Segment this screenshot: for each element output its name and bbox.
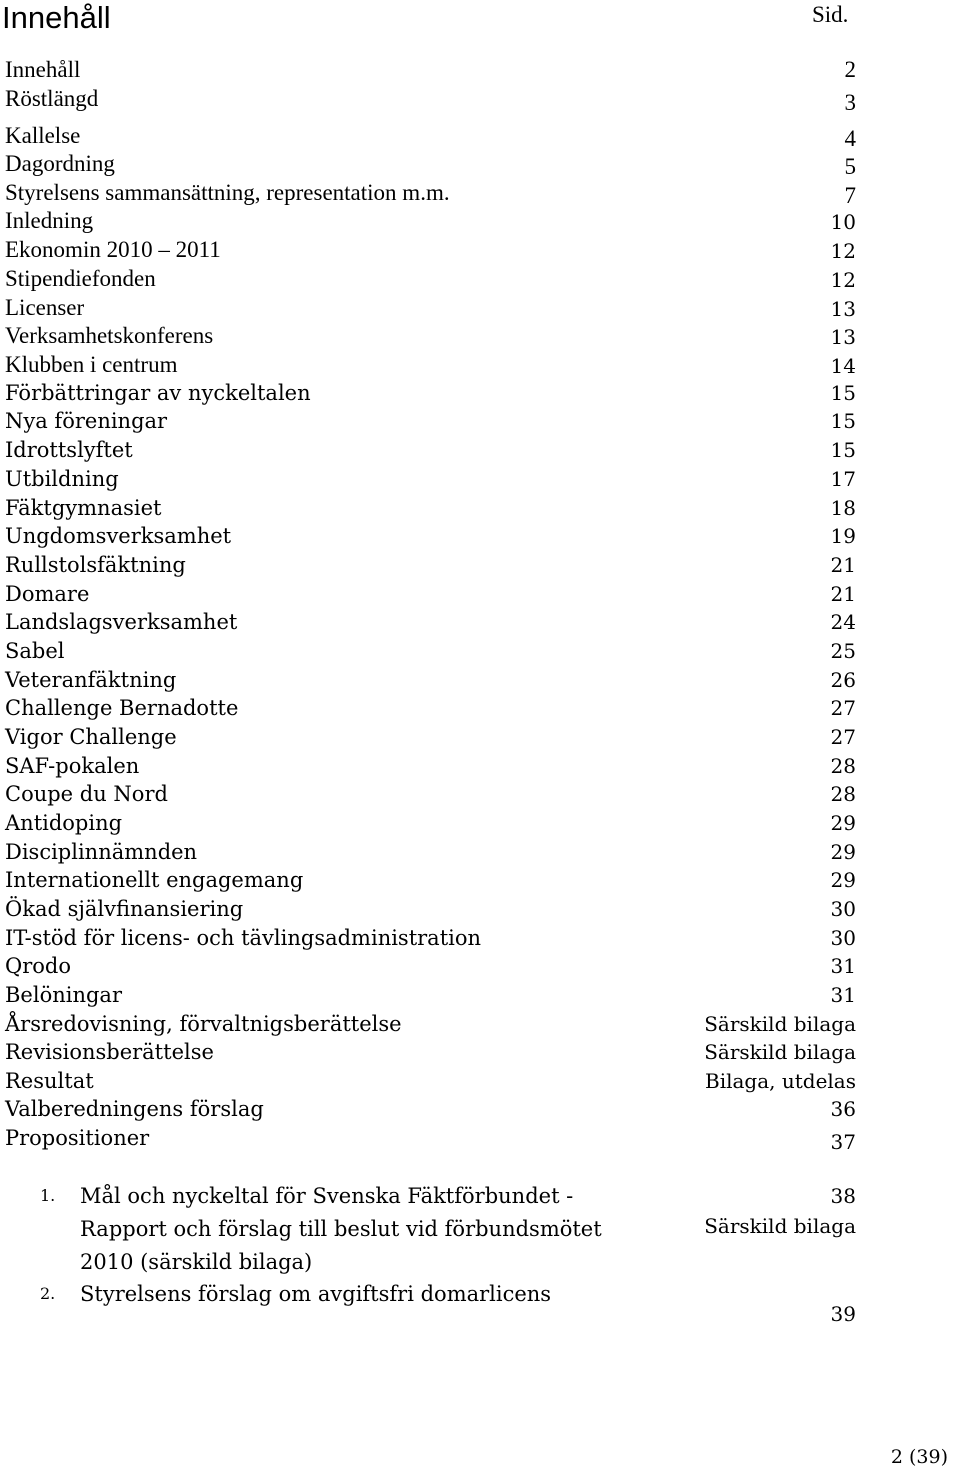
toc-entry-page: 37 xyxy=(830,1130,856,1154)
toc-entry-page: Särskild bilaga xyxy=(704,1040,856,1064)
toc-entry xyxy=(0,809,960,838)
toc-entry-label: Landslagsverksamhet xyxy=(5,610,238,634)
toc-entry-page: 30 xyxy=(830,897,856,921)
toc-entry-page: 29 xyxy=(830,811,856,835)
toc-entry-page: 27 xyxy=(830,725,856,749)
toc-entry-label: IT-stöd för licens- och tävlingsadministration xyxy=(5,926,482,950)
toc-entry-label: Ekonomin 2010 – 2011 xyxy=(5,237,221,262)
toc-entry-label: Styrelsens sammansättning, representation m.m. xyxy=(5,180,450,205)
toc-entry-label: Inledning xyxy=(5,208,94,233)
toc-entry xyxy=(0,293,960,322)
toc-entry xyxy=(0,149,960,178)
toc-entry-page: 25 xyxy=(830,639,856,663)
toc-entry xyxy=(0,694,960,723)
appendix-page: 38 xyxy=(830,1184,856,1208)
toc-entry-label: Qrodo xyxy=(5,954,71,978)
toc-entry-label: Resultat xyxy=(5,1069,94,1093)
toc-entry xyxy=(0,522,960,551)
toc-entry-page: 15 xyxy=(830,381,856,405)
toc-entry-label: Ungdomsverksamhet xyxy=(5,524,232,548)
toc-entry-label: Fäktgymnasiet xyxy=(5,496,162,520)
toc-entry xyxy=(0,637,960,666)
toc-entry xyxy=(0,580,960,609)
appendix-number: 2. xyxy=(40,1284,56,1303)
page-number: 2 (39) xyxy=(890,1446,948,1468)
toc-entry-label: Challenge Bernadotte xyxy=(5,696,239,720)
toc-entry-page: 3 xyxy=(844,90,856,115)
toc-entry-page: 28 xyxy=(830,782,856,806)
toc-entry-page: 15 xyxy=(830,409,856,433)
toc-entry xyxy=(0,981,960,1010)
toc-entry xyxy=(0,465,960,494)
appendix-title: Mål och nyckeltal för Svenska Fäktförbundet - Rapport och förslag till beslut vid förbundsmötet 2010 (särskild bilaga) xyxy=(80,1184,602,1274)
toc-entry xyxy=(0,666,960,695)
toc-entry-page: 7 xyxy=(844,183,856,208)
toc-entry-label: Klubben i centrum xyxy=(5,352,178,377)
toc-entry-label: Röstlängd xyxy=(5,86,99,111)
toc-entry xyxy=(0,407,960,436)
toc-entry-label: Ökad självfinansiering xyxy=(5,897,244,921)
toc-entry xyxy=(0,551,960,580)
toc-entry-label: Domare xyxy=(5,582,90,606)
toc-entry-label: Stipendiefonden xyxy=(5,266,156,291)
toc-entry-label: Rullstolsfäktning xyxy=(5,553,186,577)
toc-entry-page: 28 xyxy=(830,754,856,778)
toc-entry-label: Licenser xyxy=(5,295,85,320)
toc-entry-page: 2 xyxy=(844,57,856,82)
toc-entry-label: Disciplinnämnden xyxy=(5,840,198,864)
toc-entry-label: Valberedningens förslag xyxy=(5,1097,264,1121)
toc-entry xyxy=(0,1038,960,1067)
toc-entry-page: 31 xyxy=(830,983,856,1007)
toc-entry xyxy=(0,780,960,809)
toc-entry xyxy=(0,84,960,113)
toc-entry-label: Internationellt engagemang xyxy=(5,868,304,892)
toc-entry xyxy=(0,379,960,408)
page-column-header: Sid. xyxy=(812,2,849,27)
toc-entry-page: 15 xyxy=(830,438,856,462)
toc-entry-label: SAF-pokalen xyxy=(5,754,140,778)
toc-entry-label: Verksamhetskonferens xyxy=(5,323,214,348)
toc-entry xyxy=(0,121,960,150)
toc-entry xyxy=(0,235,960,264)
toc-entry-page: 29 xyxy=(830,868,856,892)
toc-entry-label: Veteranfäktning xyxy=(5,668,177,692)
toc-entry xyxy=(0,1010,960,1039)
toc-entry xyxy=(0,436,960,465)
toc-entry-page: 26 xyxy=(830,668,856,692)
toc-entry-page: 17 xyxy=(830,467,856,491)
toc-entry-label: Årsredovisning, förvaltnigsberättelse xyxy=(5,1012,402,1036)
toc-entry-page: 13 xyxy=(830,325,856,349)
toc-entry-label: Vigor Challenge xyxy=(5,725,177,749)
toc-entry xyxy=(0,895,960,924)
toc-entry xyxy=(0,350,960,379)
toc-entry xyxy=(0,321,960,350)
toc-entry-page: 21 xyxy=(830,582,856,606)
toc-entry-page: 31 xyxy=(830,954,856,978)
toc-entry xyxy=(0,723,960,752)
toc-entry-page: Särskild bilaga xyxy=(704,1012,856,1036)
toc-entry-page: 14 xyxy=(830,354,856,378)
toc-entry xyxy=(0,264,960,293)
toc-entry-page: 12 xyxy=(830,239,856,263)
toc-entry-label: Antidoping xyxy=(5,811,123,835)
page-title: Innehåll xyxy=(2,0,111,35)
toc-entry-label: Belöningar xyxy=(5,983,122,1007)
appendix-title: Styrelsens förslag om avgiftsfri domarlicens xyxy=(80,1282,552,1306)
toc-entry xyxy=(0,178,960,207)
toc-entry xyxy=(0,866,960,895)
toc-entry xyxy=(0,924,960,953)
appendix-page-note: Särskild bilaga xyxy=(704,1214,856,1238)
toc-entry xyxy=(0,1067,960,1096)
toc-entry xyxy=(0,608,960,637)
toc-entry-page: 5 xyxy=(844,154,856,179)
toc-entry-label: Idrottslyftet xyxy=(5,438,133,462)
toc-entry-label: Nya föreningar xyxy=(5,409,168,433)
toc-entry-label: Coupe du Nord xyxy=(5,782,168,806)
toc-entry-page: 29 xyxy=(830,840,856,864)
toc-entry-page: 12 xyxy=(830,268,856,292)
toc-entry xyxy=(0,206,960,235)
appendix-number: 1. xyxy=(40,1186,56,1205)
toc-entry xyxy=(0,55,960,84)
toc-entry xyxy=(0,838,960,867)
toc-entry-label: Kallelse xyxy=(5,123,81,148)
toc-entry-page: 13 xyxy=(830,297,856,321)
toc-entry xyxy=(0,494,960,523)
toc-entry-label: Innehåll xyxy=(5,57,81,82)
toc-entry-label: Sabel xyxy=(5,639,65,663)
toc-entry-label: Utbildning xyxy=(5,467,119,491)
toc-entry-page: 18 xyxy=(830,496,856,520)
toc-entry-page: 10 xyxy=(830,210,856,234)
toc-entry-page: 30 xyxy=(830,926,856,950)
toc-entry-page: 19 xyxy=(830,524,856,548)
toc-entry-label: Revisionsberättelse xyxy=(5,1040,214,1064)
toc-entry-page: 4 xyxy=(844,126,856,151)
toc-entry xyxy=(0,1124,960,1153)
toc-entry-label: Förbättringar av nyckeltalen xyxy=(5,381,311,405)
toc-entry-page: Bilaga, utdelas xyxy=(705,1069,856,1093)
toc-entry xyxy=(0,1095,960,1124)
toc-entry-label: Dagordning xyxy=(5,151,115,176)
toc-entry xyxy=(0,752,960,781)
toc-entry-label: Propositioner xyxy=(5,1126,150,1150)
appendix-page: 39 xyxy=(830,1302,856,1326)
toc-entry-page: 21 xyxy=(830,553,856,577)
toc-entry-page: 24 xyxy=(830,610,856,634)
toc-entry-page: 36 xyxy=(830,1097,856,1121)
toc-entry xyxy=(0,952,960,981)
toc-entry-page: 27 xyxy=(830,696,856,720)
